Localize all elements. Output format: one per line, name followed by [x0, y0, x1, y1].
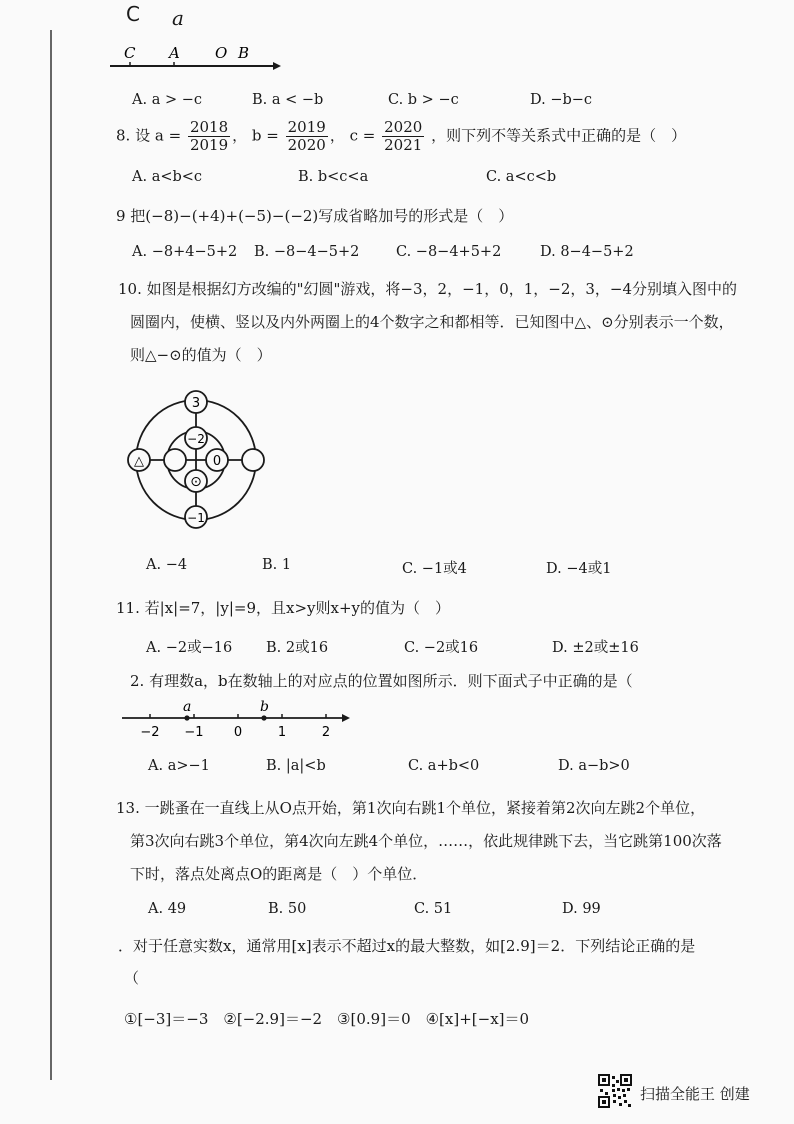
q13-option-d: D. 99 — [562, 901, 601, 917]
qr-code-icon — [598, 1074, 632, 1108]
q8-b-denominator: 2020 — [287, 136, 326, 154]
q10-line-3: 则△−⊙的值为（ ） — [130, 346, 272, 364]
q8-b-fraction — [286, 119, 328, 154]
q8-a-fraction — [188, 119, 230, 154]
number-line-1 — [108, 40, 283, 74]
q13-option-b: B. 50 — [268, 901, 307, 917]
diagram-left-triangle: △ — [134, 454, 144, 469]
q13-line-1: 13. 一跳蚤在一直线上从O点开始，第1次向右跳1个单位，紧接着第2次向左跳2个单位， — [116, 799, 706, 817]
nl1-label-a: A — [169, 44, 180, 62]
nl2-tick-1: 1 — [277, 725, 287, 740]
q14-statements: ①[−3]＝−3 ②[−2.9]＝−2 ③[0.9]＝0 ④[x]+[−x]＝0 — [124, 1010, 530, 1028]
q10-option-c: C. −1或4 — [402, 561, 467, 577]
diagram-center-odot: ⊙ — [190, 474, 202, 490]
q9-option-c: C. −8−4+5+2 — [396, 244, 502, 260]
q8-option-c: C. a<c<b — [486, 169, 557, 185]
q8-suffix: ，则下列不等关系式中正确的是（ ） — [431, 126, 687, 145]
q8-option-b: B. b<c<a — [298, 169, 369, 185]
q12-option-d: D. a−b>0 — [558, 758, 630, 774]
nl2-tick-2: 2 — [321, 725, 331, 740]
scanner-watermark-text: 扫描全能王 创建 — [640, 1085, 750, 1103]
q12-question: 2. 有理数a，b在数轴上的对应点的位置如图所示．则下面式子中正确的是（ — [130, 672, 633, 690]
q10-line-2: 圆圈内，使横、竖以及内外两圈上的4个数字之和都相等．已知图中△、⊙分别表示一个数， — [130, 313, 734, 331]
q13-option-c: C. 51 — [414, 901, 453, 917]
q11-option-d: D. ±2或±16 — [552, 640, 639, 656]
diagram-top-value: 3 — [191, 396, 201, 411]
q11-question: 11. 若|x|=7，|y|=9，且x>y则x+y的值为（ ） — [116, 599, 451, 617]
q7-option-b: B. a < −b — [252, 92, 324, 108]
q11-option-b: B. 2或16 — [266, 640, 329, 656]
q9-question: 9 把(−8)−(+4)+(−5)−(−2)写成省略加号的形式是（ ） — [116, 207, 514, 225]
top-letter-a: a — [172, 6, 184, 30]
q12-option-c: C. a+b<0 — [408, 758, 480, 774]
diagram-inner-right-value: 0 — [212, 454, 222, 469]
q8-question: 8. 设 a = $\frac{2018}{2019}$ ， b = $\frac{2019}{2020}$ ， c = $\frac{2020}{2021}$ ，则下列不等关系式中正确的是（ ） — [116, 118, 687, 154]
q8-a-denominator: 2019 — [189, 136, 229, 154]
q8-b-var: b = — [251, 126, 279, 145]
q8-c-var: c = — [349, 126, 376, 145]
q8-prefix: 8. 设 — [116, 126, 151, 145]
q11-option-c: C. −2或16 — [404, 640, 479, 656]
diagram-inner-top-value: −2 — [187, 432, 205, 446]
circle-left-inner — [164, 449, 186, 471]
q8-a-numerator: 2018 — [189, 118, 229, 136]
q8-a-var: a = — [154, 126, 182, 145]
q9-option-d: D. 8−4−5+2 — [540, 244, 634, 260]
q10-option-d: D. −4或1 — [546, 561, 612, 577]
nl1-label-o: O — [215, 44, 228, 62]
q12-option-b: B. |a|<b — [266, 758, 326, 774]
top-letter-c: C — [126, 2, 140, 26]
q7-option-d: D. −b−c — [530, 92, 593, 108]
q13-line-3: 下时，落点处离点O的距离是（ ）个单位． — [130, 865, 428, 883]
q8-c-fraction — [382, 119, 424, 154]
point-b-label: b — [260, 700, 269, 715]
q14-line-2: （ — [124, 969, 140, 987]
q9-option-a: A. −8+4−5+2 — [132, 244, 238, 260]
q8-c-numerator: 2020 — [384, 118, 423, 136]
q14-line-1: ．对于任意实数x，通常用[x]表示不超过x的最大整数，如[2.9]＝2．下列结论正确的是 — [118, 937, 696, 955]
q10-option-b: B. 1 — [262, 557, 292, 573]
q8-c-denominator: 2021 — [384, 136, 423, 154]
circle-right-outer — [242, 449, 264, 471]
q13-line-2: 第3次向右跳3个单位，第4次向左跳4个单位，……，依此规律跳下去，当它跳第100次落 — [130, 832, 722, 850]
q8-option-a: A. a<b<c — [132, 169, 203, 185]
q13-option-a: A. 49 — [148, 901, 187, 917]
q7-option-c: C. b > −c — [388, 92, 459, 108]
q9-option-b: B. −8−4−5+2 — [254, 244, 360, 260]
q8-b-numerator: 2019 — [287, 118, 326, 136]
point-b — [261, 715, 266, 720]
margin-line — [50, 30, 52, 1080]
nl2-tick-minus2: −2 — [140, 725, 160, 740]
diagram-bottom-value: −1 — [187, 511, 205, 525]
point-a-label: a — [183, 700, 192, 715]
q10-line-1: 10. 如图是根据幻方改编的"幻圆"游戏，将−3，2，−1，0，1，−2，3，−4分别填入图中的 — [118, 280, 738, 298]
magic-circle-diagram — [124, 388, 270, 534]
nl1-label-b: B — [238, 44, 250, 62]
point-a — [184, 715, 189, 720]
nl1-label-c: C — [124, 44, 136, 62]
nl2-tick-minus1: −1 — [184, 725, 204, 740]
nl2-tick-0: 0 — [233, 725, 243, 740]
q11-option-a: A. −2或−16 — [146, 640, 233, 656]
number-line-2 — [120, 700, 352, 742]
q7-option-a: A. a > −c — [132, 92, 202, 108]
q12-option-a: A. a>−1 — [148, 758, 210, 774]
q10-option-a: A. −4 — [146, 557, 188, 573]
